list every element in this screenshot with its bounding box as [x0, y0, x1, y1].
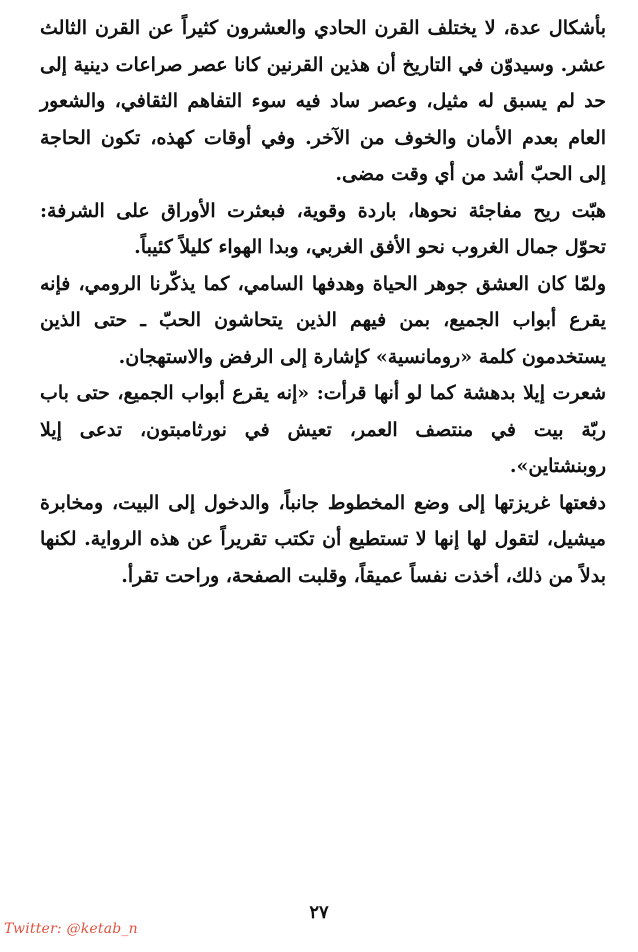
- paragraph-4: شعرت إيلا بدهشة كما لو أنها قرأت: «إنه يقرع أبواب الجميع، حتى باب ربّة بيت في منتصف العمر، تعيش في نورثامبتون، تدعى إيلا روبنشتاين».: [40, 382, 606, 477]
- paragraph-5: دفعتها غريزتها إلى وضع المخطوط جانباً، والدخول إلى البيت، ومخابرة ميشيل، لتقول لها إنها لا تستطيع أن تكتب تقريراً عن هذه الرواية. لكنها بدلاً من ذلك، أخذت نفساً عميقاً، وقلبت الصفحة، وراحت تقرأ.: [40, 491, 606, 587]
- paragraph-1: بأشكال عدة، لا يختلف القرن الحادي والعشرون كثيراً عن القرن الثالث عشر. وسيدوّن في التاريخ أن هذين القرنين كانا عصر صراعات دينية إلى حد لم يسبق له مثيل، وعصر ساد فيه سوء التفاهم الثقافي، والشعور العام بعدم الأمان والخوف من الآخر. وفي أوقات كهذه، تكون الحاجة إلى الحبّ أشد من أي وقت مضى.: [40, 17, 606, 185]
- watermark-text: Twitter: @ketab_n: [4, 921, 138, 937]
- paragraph-2: هبّت ريح مفاجئة نحوها، باردة وقوية، فبعثرت الأوراق على الشرفة: تحوّل جمال الغروب نحو الأفق الغربي، وبدا الهواء كليلاً كئيباً.: [40, 199, 606, 258]
- page-number: ٢٧: [309, 902, 329, 923]
- body-text: [40, 10, 606, 594]
- paragraph-3: ولمّا كان العشق جوهر الحياة وهدفها السامي، كما يذكّرنا الرومي، فإنه يقرع أبواب الجميع، بمن فيهم الذين يتحاشون الحبّ ـ حتى الذين يستخدمون كلمة «رومانسية» كإشارة إلى الرفض والاستهجان.: [40, 272, 606, 368]
